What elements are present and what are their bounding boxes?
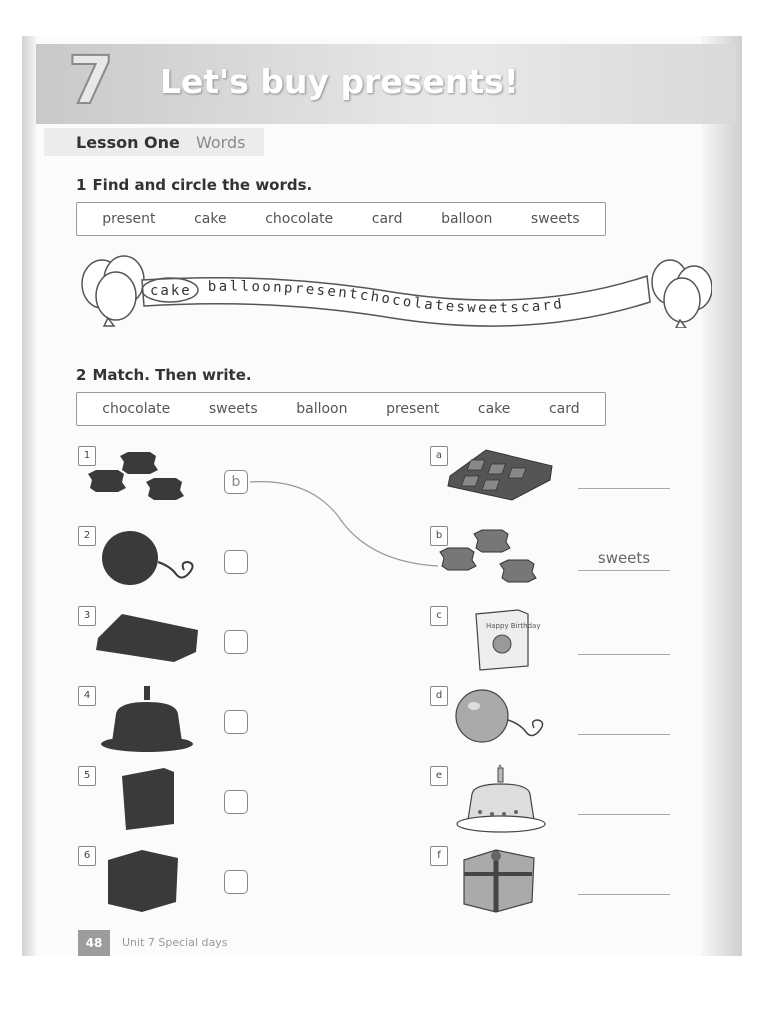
word-item: card (548, 401, 580, 417)
item-letter-e: e (430, 766, 448, 786)
sweets-icon (442, 526, 552, 596)
item-number-5: 5 (78, 766, 96, 786)
item-letter-b: b (430, 526, 448, 546)
answer-box-1[interactable]: b (224, 470, 248, 494)
lesson-section: Words (196, 133, 246, 152)
word-item: sweets (530, 211, 580, 227)
word-item: sweets (208, 401, 258, 417)
unit-title: Let's buy presents! (160, 62, 519, 101)
banner-letters-path: balloonpresentchocolatesweetscard (207, 278, 565, 317)
page-edge-shadow (702, 36, 742, 956)
chocolate-bar-icon (446, 446, 556, 502)
balloon-silhouette-icon (98, 526, 208, 592)
write-line-e[interactable] (578, 792, 670, 815)
word-item: cake (477, 401, 511, 417)
card-silhouette-icon (118, 764, 188, 834)
lesson-label: Lesson One (76, 133, 180, 152)
word-item: chocolate (102, 401, 171, 417)
write-line-b[interactable]: sweets (578, 548, 670, 571)
answer-box-6[interactable] (224, 870, 248, 894)
item-number-1: 1 (78, 446, 96, 466)
word-item: cake (194, 211, 227, 227)
exercise2-word-box (76, 392, 606, 426)
answer-box-3[interactable] (224, 630, 248, 654)
page-number: 48 (78, 930, 110, 956)
answer-box-4[interactable] (224, 710, 248, 734)
card-text: Happy Birthday (486, 622, 541, 630)
birthday-cake-icon (454, 764, 550, 838)
word-item: balloon (441, 211, 493, 227)
page-binding-shadow (22, 36, 36, 956)
item-letter-a: a (430, 446, 448, 466)
answer-box-2[interactable] (224, 550, 248, 574)
gift-box-icon (460, 844, 540, 916)
item-number-6: 6 (78, 846, 96, 866)
chocolate-silhouette-icon (94, 608, 204, 668)
cake-silhouette-icon (98, 684, 198, 756)
exercise2-number: 2 (76, 366, 87, 384)
matching-line (248, 476, 448, 576)
word-item: card (371, 211, 403, 227)
item-letter-d: d (430, 686, 448, 706)
write-line-d[interactable] (578, 712, 670, 735)
item-number-4: 4 (78, 686, 96, 706)
word-item: balloon (296, 401, 348, 417)
workbook-page (22, 36, 742, 956)
exercise1-number: 1 (76, 176, 87, 194)
sweets-silhouette-icon (88, 446, 198, 506)
item-letter-c: c (430, 606, 448, 626)
write-line-c[interactable] (578, 632, 670, 655)
circled-word: cake (150, 283, 192, 299)
answer-box-5[interactable] (224, 790, 248, 814)
item-number-2: 2 (78, 526, 96, 546)
item-number-3: 3 (78, 606, 96, 626)
write-line-f[interactable] (578, 872, 670, 895)
footer-text: Unit 7 Special days (122, 936, 228, 949)
word-search-banner (72, 252, 712, 328)
exercise1-title (76, 176, 312, 194)
word-item: present (386, 401, 440, 417)
balloon-icon (452, 686, 572, 752)
write-line-a[interactable] (578, 466, 670, 489)
present-silhouette-icon (102, 846, 192, 916)
left-balloons-icon (82, 256, 144, 326)
word-item: chocolate (265, 211, 334, 227)
word-item: present (102, 211, 156, 227)
unit-number: 7 (68, 42, 114, 119)
exercise2-instruction: Match. Then write. (92, 366, 252, 384)
right-balloons-icon (652, 260, 712, 328)
exercise1-word-box (76, 202, 606, 236)
birthday-card-icon (474, 608, 541, 672)
exercise1-instruction: Find and circle the words. (92, 176, 313, 194)
item-letter-f: f (430, 846, 448, 866)
exercise2-title (76, 366, 252, 384)
